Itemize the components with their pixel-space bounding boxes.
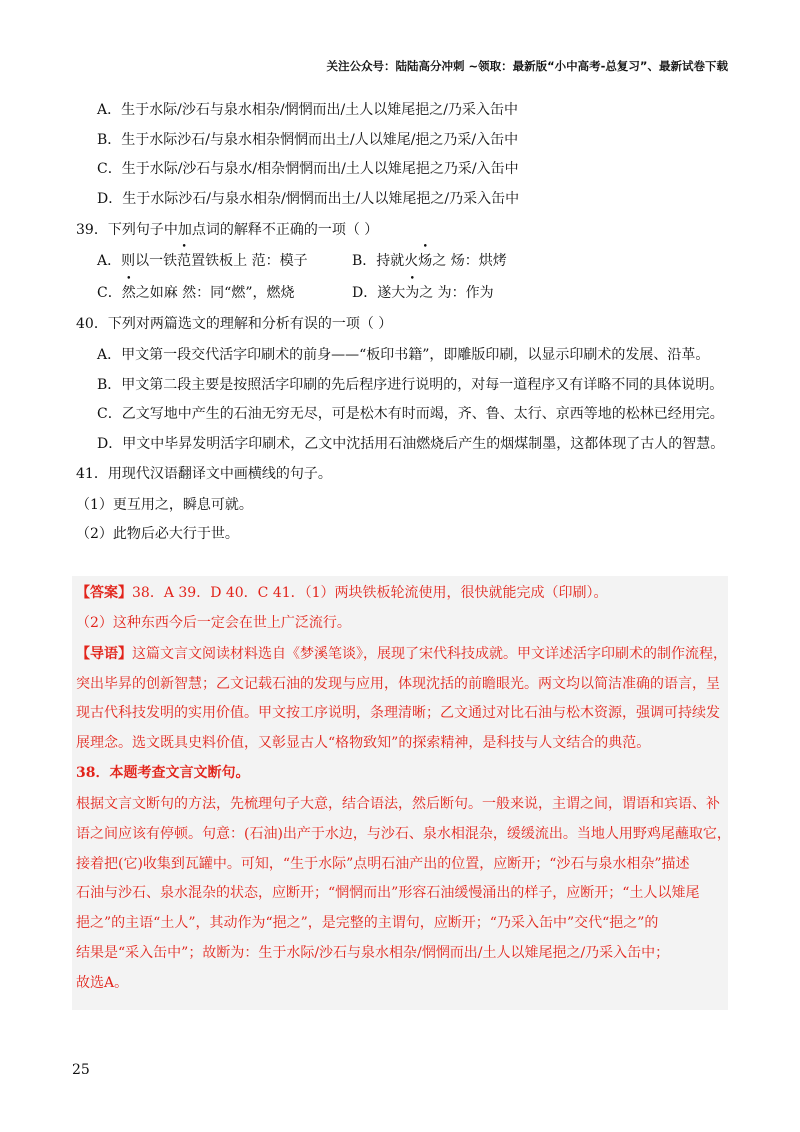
- dotted-word: 炀: [418, 253, 433, 269]
- guide-line-2: 突出毕昇的创新智慧；乙文记载石油的发现与应用，体现沈括的前瞻眼光。两文均以简洁准确的语言，呈: [76, 676, 720, 692]
- dotted-word: 范: [177, 253, 192, 269]
- dotted-word: 为: [405, 285, 420, 301]
- q39-option-d: D．遂大为之 为：作为: [352, 285, 494, 301]
- q38-option-c: C．生于水际/沙石与泉水/相杂惘惘而出/土人以雉尾挹之乃采/入缶中: [97, 161, 519, 177]
- q38-analysis-line-2: 语之间应该有停顿。句意：(石油)出产于水边，与沙石、泉水相混杂，缓缓流出。当地人用野鸡尾蘸取它，: [76, 826, 731, 842]
- page-number: 25: [72, 1062, 90, 1078]
- q40-option-a: A．甲文第一段交代活字印刷术的前身——“板印书籍”，即雕版印刷，以显示印刷术的发展、沿革。: [97, 347, 710, 363]
- answer-line-1: 【答案】38．A 39．D 40．C 41．（1）两块铁板轮流使用，很快就能完成（印刷）。: [76, 585, 608, 601]
- q38-analysis-line-3: 接着把(它)收集到瓦罐中。可知，“生于水际”点明石油产出的位置，应断开；“沙石与泉水相杂”描述: [76, 856, 690, 872]
- q38-analysis-line-1: 根据文言文断句的方法，先梳理句子大意，结合语法，然后断句。一般来说，主谓之间，谓语和宾语、补: [76, 796, 720, 812]
- q41-stem: 41．用现代汉语翻译文中画横线的句子。: [76, 466, 332, 482]
- q40-option-b: B．甲文第二段主要是按照活字印刷的先后程序进行说明的，对每一道程序又有详略不同的具体说明。: [97, 377, 724, 393]
- q40-option-c: C．乙文写地中产生的石油无穷无尽，可是松木有时而竭，齐、鲁、太行、京西等地的松林已经用完。: [97, 406, 724, 422]
- guide-line-1: 【导语】这篇文言文阅读材料选自《梦溪笔谈》，展现了宋代科技成就。甲文详述活字印刷术的制作流程，: [76, 646, 727, 662]
- answer-line-2: （2）这种东西今后一定会在世上广泛流行。: [76, 615, 351, 631]
- page-header: 关注公众号：陆陆高分冲刺 ~领取：最新版“小中高考-总复习”、最新试卷下载: [326, 59, 728, 73]
- q38-analysis-title: 38．本题考查文言文断句。: [76, 765, 250, 781]
- q38-option-a: A．生于水际/沙石与泉水相杂/惘惘而出/土人以雉尾挹之/乃采入缶中: [97, 102, 518, 118]
- q39-option-b: B．持就火炀之 炀：烘烤: [352, 253, 507, 269]
- q40-option-d: D．甲文中毕昇发明活字印刷术，乙文中沈括用石油燃烧后产生的烟煤制墨，这都体现了古人的智慧。: [97, 436, 725, 452]
- guide-line-4: 展理念。选文既具史料价值，又彰显古人“格物致知”的探索精神，是科技与人文结合的典范。: [76, 735, 651, 751]
- q38-analysis-line-7: 故选A。: [76, 975, 129, 991]
- q38-analysis-line-4: 石油与沙石、泉水混杂的状态，应断开；“惘惘而出”形容石油缓慢涌出的样子，应断开；“土人以雉尾: [76, 885, 700, 901]
- q39-option-a: A．则以一铁范置铁板上 范：模子: [97, 253, 308, 269]
- q38-analysis-line-6: 结果是“采入缶中”；故断为：生于水际/沙石与泉水相杂/惘惘而出/土人以雉尾挹之/乃采入缶中；: [76, 945, 670, 961]
- q41-item-2: （2）此物后必大行于世。: [76, 526, 239, 542]
- dotted-word: 然: [121, 285, 136, 301]
- q38-option-d: D．生于水际沙石/与泉水相杂/惘惘而出土/人以雉尾挹之/乃采入缶中: [97, 191, 520, 207]
- guide-tag: 【导语】: [76, 646, 132, 662]
- answer-tag: 【答案】: [76, 585, 132, 601]
- q38-option-b: B．生于水际沙石/与泉水相杂惘惘而出土/人以雉尾/挹之乃采/入缶中: [97, 132, 519, 148]
- q41-item-1: （1）更互用之，瞬息可就。: [76, 497, 253, 513]
- q40-stem: 40．下列对两篇选文的理解和分析有误的一项（ ）: [76, 316, 393, 332]
- guide-line-3: 现古代科技发明的实用价值。甲文按工序说明，条理清晰；乙文通过对比石油与松木资源，强调可持续发: [76, 705, 720, 721]
- q38-analysis-line-5: 挹之”的主语“土人”，其动作为“挹之”，是完整的主谓句，应断开；“乃采入缶中”交代“挹之”的: [76, 915, 659, 931]
- q39-stem: 39．下列句子中加点词的解释不正确的一项（ ）: [76, 222, 379, 238]
- q39-option-c: C．然之如麻 然：同“燃”，燃烧: [97, 285, 295, 301]
